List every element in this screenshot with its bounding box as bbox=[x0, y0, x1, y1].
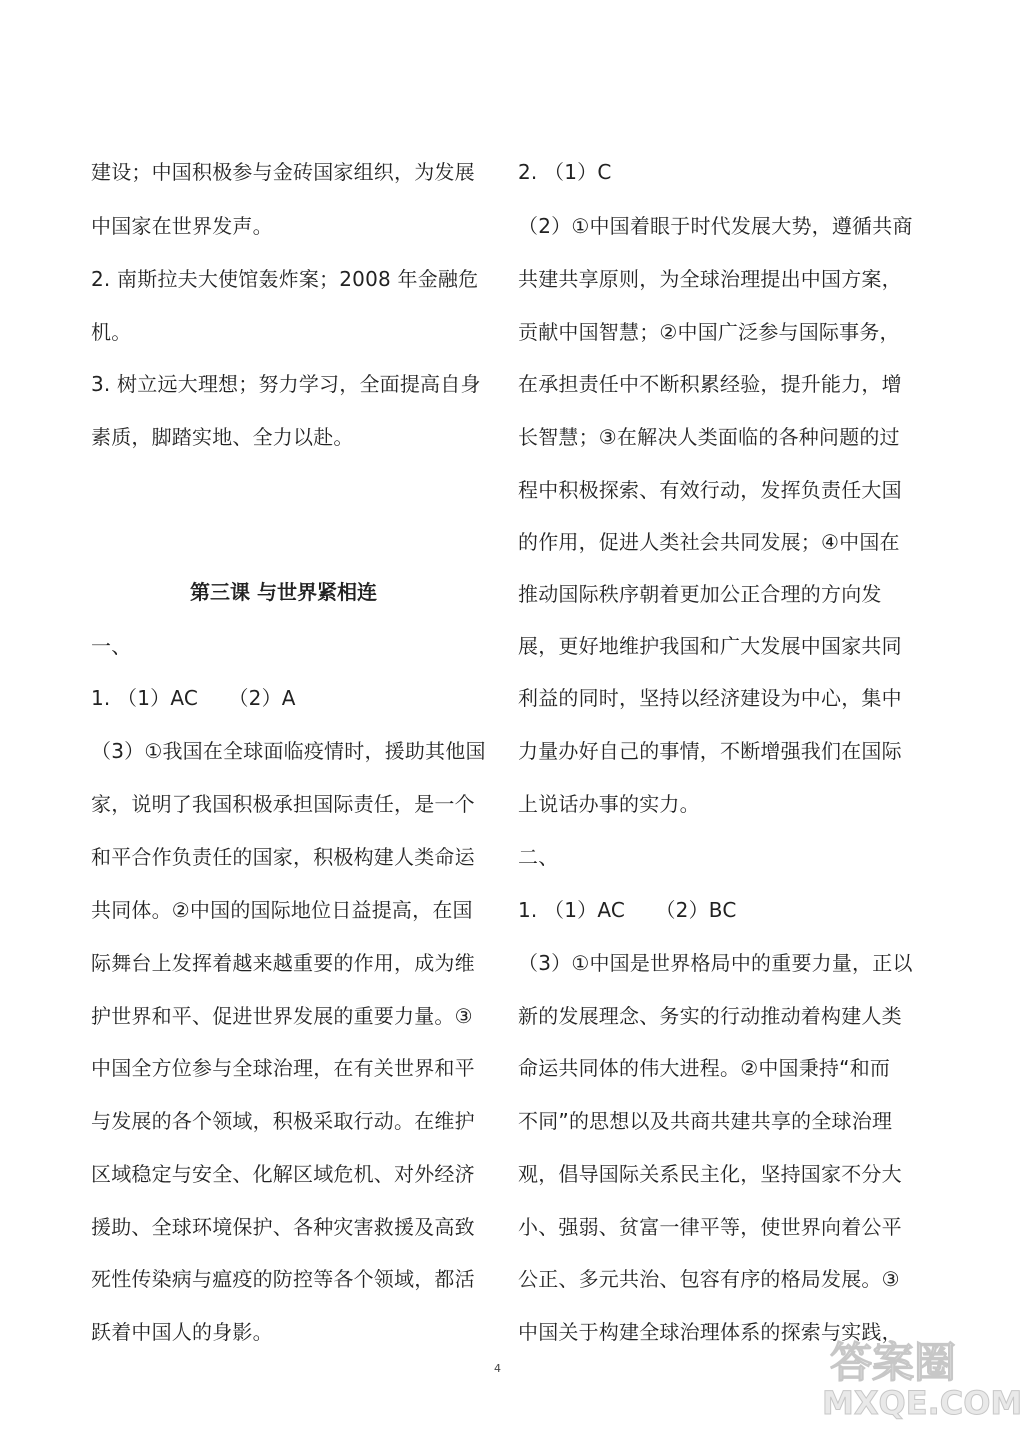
text-line: 不同”的思想以及共商共建共享的全球治理 bbox=[518, 1109, 893, 1133]
part-label: 一、 bbox=[91, 634, 132, 658]
text-line: （2）①中国着眼于时代发展大势，遵循共商 bbox=[518, 214, 913, 238]
watermark-top-text: 答案圈 bbox=[830, 1338, 957, 1387]
text-line: 命运共同体的伟大进程。②中国秉持“和而 bbox=[518, 1056, 891, 1080]
text-line: 贡献中国智慧；②中国广泛参与国际事务， bbox=[518, 320, 900, 344]
page-number: 4 bbox=[494, 1362, 501, 1375]
text-line: 2. 南斯拉夫大使馆轰炸案；2008 年金融危 bbox=[91, 267, 479, 291]
part-label: 二、 bbox=[518, 845, 559, 869]
text-line: 中国全方位参与全球治理，在有关世界和平 bbox=[91, 1056, 475, 1080]
text-line: 中国家在世界发声。 bbox=[91, 214, 273, 238]
section-title: 第三课 与世界紧相连 bbox=[190, 580, 377, 604]
text-line: 共建共享原则，为全球治理提出中国方案， bbox=[518, 267, 902, 291]
text-line: 程中积极探索、有效行动，发挥负责任大国 bbox=[518, 478, 902, 502]
text-line: 与发展的各个领域，积极采取行动。在维护 bbox=[91, 1109, 475, 1133]
text-line: 新的发展理念、务实的行动推动着构建人类 bbox=[518, 1004, 902, 1028]
text-line: 共同体。②中国的国际地位日益提高，在国 bbox=[91, 898, 473, 922]
text-line: 跃着中国人的身影。 bbox=[91, 1320, 273, 1344]
text-line: 和平合作负责任的国家，积极构建人类命运 bbox=[91, 845, 475, 869]
answer-line: 1. （1）AC （2）BC bbox=[518, 898, 737, 922]
text-line: 力量办好自己的事情，不断增强我们在国际 bbox=[518, 739, 902, 763]
text-line: 小、强弱、贫富一律平等，使世界向着公平 bbox=[518, 1215, 902, 1239]
answer-line: 1. （1）AC （2）A bbox=[91, 686, 296, 710]
text-line: 公正、多元共治、包容有序的格局发展。③ bbox=[518, 1267, 900, 1291]
answer-line: 2. （1）C bbox=[518, 160, 612, 184]
watermark-logo bbox=[808, 1338, 1022, 1422]
text-line: 建设；中国积极参与金砖国家组织，为发展 bbox=[91, 160, 475, 184]
text-line: 区域稳定与安全、化解区域危机、对外经济 bbox=[91, 1162, 475, 1186]
text-line: 推动国际秩序朝着更加公正合理的方向发 bbox=[518, 582, 882, 606]
text-line: 利益的同时，坚持以经济建设为中心，集中 bbox=[518, 686, 902, 710]
watermark-bottom-text: MXQE.COM bbox=[822, 1384, 1022, 1422]
text-line: 在承担责任中不断积累经验，提升能力，增 bbox=[518, 372, 902, 396]
text-line: 素质，脚踏实地、全力以赴。 bbox=[91, 425, 354, 449]
text-line: 家，说明了我国积极承担国际责任，是一个 bbox=[91, 792, 475, 816]
text-line: 长智慧；③在解决人类面临的各种问题的过 bbox=[518, 425, 900, 449]
text-line: 机。 bbox=[91, 320, 132, 344]
text-line: （3）①中国是世界格局中的重要力量，正以 bbox=[518, 951, 913, 975]
text-line: 观，倡导国际关系民主化，坚持国家不分大 bbox=[518, 1162, 902, 1186]
text-line: 死性传染病与瘟疫的防控等各个领域，都活 bbox=[91, 1267, 475, 1291]
text-line: 的作用，促进人类社会共同发展；④中国在 bbox=[518, 530, 900, 554]
text-line: 援助、全球环境保护、各种灾害救援及高致 bbox=[91, 1215, 475, 1239]
text-line: （3）①我国在全球面临疫情时，援助其他国 bbox=[91, 739, 486, 763]
text-line: 际舞台上发挥着越来越重要的作用，成为维 bbox=[91, 951, 475, 975]
text-line: 3. 树立远大理想；努力学习，全面提高自身 bbox=[91, 372, 481, 396]
text-line: 上说话办事的实力。 bbox=[518, 792, 700, 816]
text-line: 护世界和平、促进世界发展的重要力量。③ bbox=[91, 1004, 473, 1028]
text-line: 中国关于构建全球治理体系的探索与实践， bbox=[518, 1320, 902, 1344]
text-line: 展，更好地维护我国和广大发展中国家共同 bbox=[518, 634, 902, 658]
